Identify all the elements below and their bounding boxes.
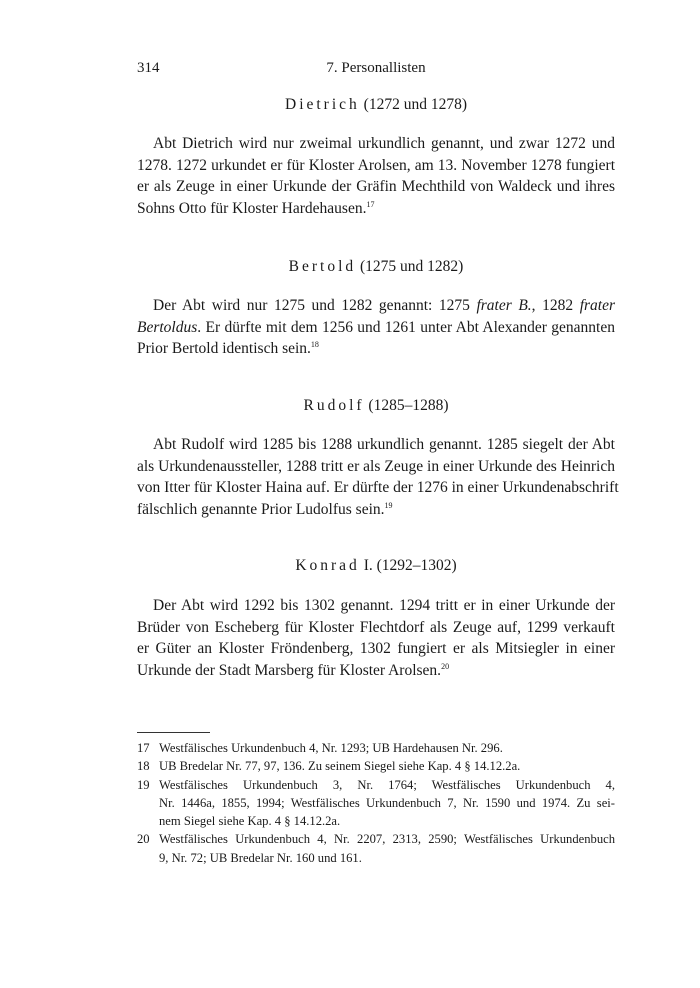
- footnote-text: UB Bredelar Nr. 77, 97, 136. Zu seinem Siegel siehe Kap. 4 § 14.12.2a.: [159, 759, 521, 774]
- footnote-number: 20: [137, 832, 150, 847]
- abbot-name: Konrad: [295, 557, 360, 574]
- text-line-last: [137, 198, 615, 220]
- latin-term: frater B.: [476, 297, 532, 314]
- footnote-text: Nr. 1446a, 1855, 1994; Westfälisches Urkundenbuch 7, Nr. 1590 und 1974. Zu sei-: [159, 795, 615, 810]
- entry-paragraph-rudolf: [137, 434, 619, 520]
- footnote-text: Westfälisches Urkundenbuch 3, Nr. 1764; Westfälisches Urkundenbuch 4,: [159, 777, 615, 792]
- text-line: als Urkundenaussteller, 1288 tritt er als Zeuge in einer Urkunde des Heinrich: [137, 457, 615, 475]
- text-line: fälschlich genannte Prior Ludolfus sein.: [137, 500, 385, 518]
- footnote: [137, 830, 615, 867]
- footnote-number: 17: [137, 741, 150, 755]
- footnote-text: 9, Nr. 72; UB Bredelar Nr. 160 und 161.: [159, 850, 362, 865]
- footnote-number: 18: [137, 759, 150, 774]
- footnote-divider: [137, 732, 210, 733]
- page-number: 314: [137, 60, 160, 76]
- text-run: . Er dürfte mit dem 1256 und 1261 unter Abt Alexander genannten: [197, 318, 615, 336]
- page-header: [137, 60, 615, 82]
- text-line: er Güter an Kloster Fröndenberg, 1302 fungiert er als Mitsiegler in einer: [137, 640, 615, 657]
- latin-term: frater: [579, 297, 615, 314]
- abbot-dates: (1272 und 1278): [363, 96, 467, 113]
- footnote-text: Westfälisches Urkundenbuch 4, Nr. 2207, 2313, 2590; Westfälisches Urkundenbuch: [159, 832, 615, 847]
- entry-heading-bertold: [137, 258, 615, 276]
- text-line: Urkunde der Stadt Marsberg für Kloster Arolsen.: [137, 661, 442, 679]
- abbot-ordinal: I.: [363, 557, 373, 574]
- footnote-number: 19: [137, 777, 150, 792]
- entry-paragraph-konrad: [137, 595, 615, 681]
- running-head: 7. Personallisten: [326, 60, 426, 76]
- entry-heading-rudolf: [137, 397, 615, 415]
- text-line: [137, 295, 615, 317]
- footnote: [137, 757, 615, 775]
- text-line: Abt Dietrich wird nur zweimal urkundlich genannt, und zwar 1272 und: [153, 135, 615, 152]
- text-run: , 1282: [531, 297, 580, 314]
- footnote-text: Westfälisches Urkundenbuch 4, Nr. 1293; UB Hardehausen Nr. 296.: [159, 741, 503, 755]
- abbot-name: Rudolf: [303, 397, 365, 414]
- abbot-dates: (1285–1288): [368, 397, 449, 414]
- entry-paragraph-dietrich: [137, 133, 615, 219]
- text-line: von Itter für Kloster Haina auf. Er dürfte der 1276 in einer Urkundenabschrift: [137, 479, 619, 496]
- text-run: Prior Bertold identisch sein.: [137, 340, 311, 357]
- abbot-dates: (1292–1302): [376, 557, 457, 574]
- abbot-name: Bertold: [288, 258, 357, 275]
- text-line-last: [137, 338, 615, 360]
- entry-paragraph-bertold: [137, 295, 615, 360]
- text-line-last: [137, 660, 615, 682]
- text-line: Der Abt wird 1292 bis 1302 genannt. 1294 tritt er in einer Urkunde der: [153, 597, 615, 614]
- footnote: [137, 776, 615, 831]
- footnote-reference[interactable]: 17: [366, 199, 375, 209]
- text-line: Abt Rudolf wird 1285 bis 1288 urkundlich genannt. 1285 siegelt der Abt: [153, 436, 615, 453]
- text-line: 1278. 1272 urkundet er für Kloster Arolsen, am 13. November 1278 fungiert: [137, 156, 615, 174]
- text-line: Brüder von Escheberg für Kloster Flechtdorf als Zeuge auf, 1299 verkauft: [137, 618, 615, 636]
- footnote-reference[interactable]: 20: [441, 661, 450, 671]
- footnote-text: nem Siegel siehe Kap. 4 § 14.12.2a.: [159, 814, 341, 829]
- footnote: [137, 739, 615, 757]
- latin-term: Bertoldus: [137, 318, 198, 336]
- text-line-last: [137, 499, 615, 521]
- footnote-reference[interactable]: 19: [384, 500, 393, 510]
- entry-heading-dietrich: [137, 96, 615, 114]
- text-run: Der Abt wird nur 1275 und 1282 genannt: 1275: [153, 297, 477, 314]
- abbot-name: Dietrich: [285, 96, 360, 113]
- text-line: er als Zeuge in einer Urkunde der Gräfin Mechthild von Waldeck und ihres: [137, 178, 615, 195]
- footnotes: [137, 739, 615, 867]
- abbot-dates: (1275 und 1282): [360, 258, 464, 275]
- text-line: [137, 317, 615, 339]
- entry-heading-konrad: [137, 557, 615, 575]
- text-line: Sohns Otto für Kloster Hardehausen.: [137, 199, 367, 217]
- footnote-reference[interactable]: 18: [310, 340, 319, 349]
